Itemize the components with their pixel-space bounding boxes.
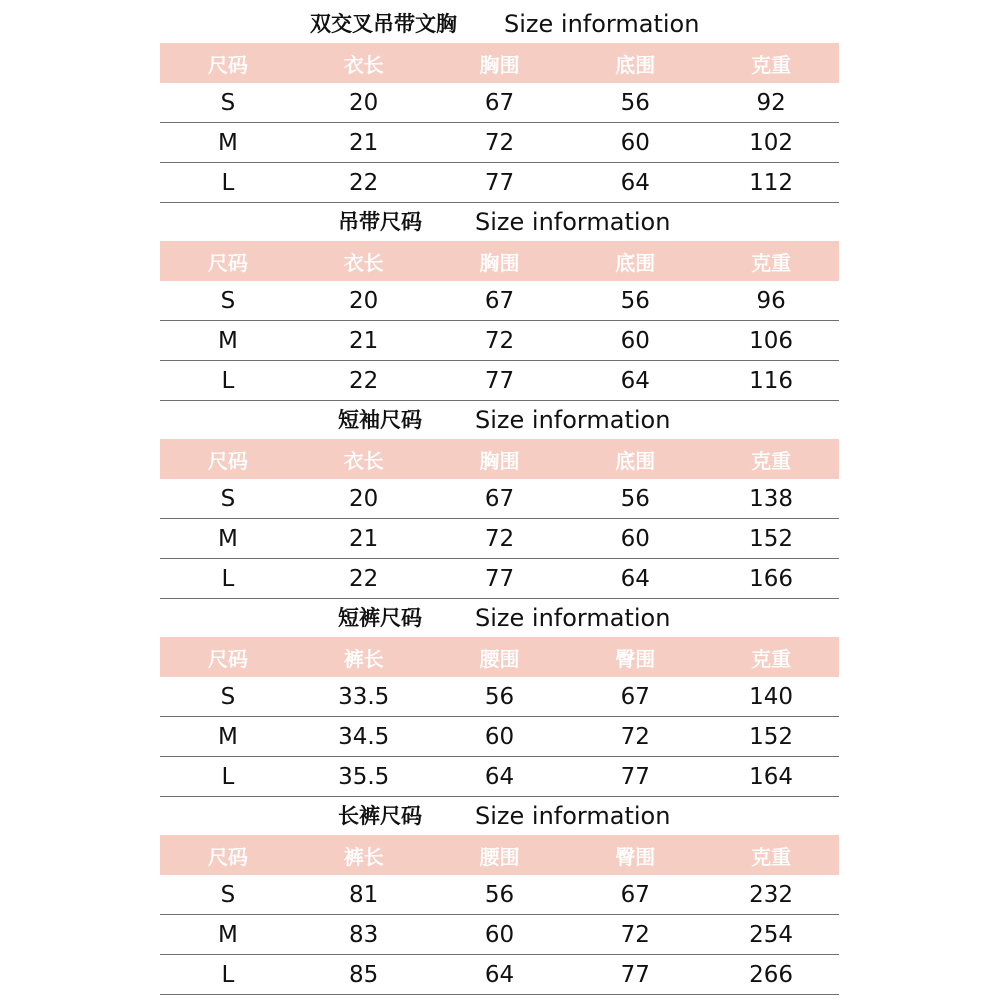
table-cell: M [217,327,238,354]
table-row [160,717,839,757]
table-cell: 64 [620,565,650,592]
table-cell: 254 [749,921,794,948]
table-cell: 56 [620,485,650,512]
section-title-cn: 短裤尺码 [338,606,422,630]
table-cell: 96 [756,287,786,314]
table-cell: 72 [620,921,650,948]
section-title-cn: 双交叉吊带文胸 [310,12,457,36]
section-title [160,401,839,439]
table-row [160,479,839,519]
header-cell: 克重 [751,250,792,275]
header-cell: 尺码 [207,448,248,473]
table-cell: 140 [749,683,794,710]
header-cell: 克重 [751,646,792,671]
table-row [160,321,839,361]
table-cell: M [217,921,238,948]
table-cell: 106 [749,327,794,354]
table-cell: 60 [620,525,650,552]
table-cell: 34.5 [338,723,390,750]
section-title-en: Size information [475,604,671,632]
section-title [160,599,839,637]
table-cell: 152 [749,723,794,750]
header-cell: 衣长 [343,52,384,77]
table-cell: 20 [349,287,379,314]
table-row [160,677,839,717]
section-title-cn: 吊带尺码 [338,210,422,234]
table-cell: 72 [484,129,515,156]
table-cell: 60 [484,723,515,750]
table-cell: 77 [620,961,650,988]
table-cell: 85 [349,961,379,988]
header-cell: 尺码 [207,52,248,77]
table-row [160,163,839,203]
table-cell: 21 [349,525,379,552]
table-cell: 64 [620,169,650,196]
table-cell: 64 [484,961,515,988]
header-cell: 尺码 [207,646,248,671]
table-cell: 22 [349,565,379,592]
section-title-en: Size information [475,208,671,236]
header-cell: 衣长 [343,250,384,275]
table-row [160,519,839,559]
table-cell: 33.5 [338,683,390,710]
header-cell: 克重 [751,52,792,77]
table-cell: 72 [484,327,515,354]
table-cell: 77 [620,763,650,790]
table-cell: 22 [349,169,379,196]
header-cell: 腰围 [479,844,520,869]
table-cell: 164 [749,763,794,790]
table-cell: 60 [620,129,650,156]
table-header-row [160,241,839,281]
size-table-section [160,797,839,995]
table-cell: 22 [349,367,379,394]
section-title [160,203,839,241]
header-cell: 克重 [751,448,792,473]
table-cell: 56 [484,881,515,908]
header-cell: 臀围 [615,646,656,671]
table-cell: 20 [349,485,379,512]
table-cell: M [217,129,238,156]
header-cell: 臀围 [615,844,656,869]
table-cell: 77 [484,565,515,592]
table-row [160,361,839,401]
section-title [160,797,839,835]
table-row [160,757,839,797]
table-cell: S [220,485,236,512]
table-cell: S [220,89,236,116]
header-cell: 裤长 [343,646,384,671]
table-cell: 67 [620,881,650,908]
table-cell: 138 [749,485,794,512]
table-cell: 67 [620,683,650,710]
table-cell: S [220,287,236,314]
table-cell: 56 [484,683,515,710]
table-row [160,83,839,123]
header-cell: 胸围 [479,52,520,77]
table-header-row [160,637,839,677]
header-cell: 底围 [615,250,656,275]
section-title-en: Size information [475,802,671,830]
table-cell: 72 [620,723,650,750]
table-cell: 67 [484,287,515,314]
header-cell: 底围 [615,52,656,77]
section-title [160,5,839,43]
table-cell: 77 [484,367,515,394]
table-cell: L [221,367,235,394]
table-cell: L [221,961,235,988]
table-cell: S [220,881,236,908]
table-cell: 116 [749,367,794,394]
size-table-section [160,401,839,599]
header-cell: 克重 [751,844,792,869]
table-cell: 266 [749,961,794,988]
table-header-row [160,835,839,875]
table-cell: 21 [349,327,379,354]
header-cell: 腰围 [479,646,520,671]
size-table-section [160,5,839,203]
table-cell: L [221,763,235,790]
size-table-section [160,203,839,401]
table-cell: 232 [749,881,794,908]
table-cell: 81 [349,881,379,908]
table-cell: 60 [484,921,515,948]
header-cell: 裤长 [343,844,384,869]
table-cell: 35.5 [338,763,390,790]
section-title-cn: 短袖尺码 [338,408,422,432]
table-cell: 83 [349,921,379,948]
table-cell: S [220,683,236,710]
table-row [160,559,839,599]
table-cell: 152 [749,525,794,552]
table-cell: 20 [349,89,379,116]
section-title-en: Size information [475,406,671,434]
section-title-cn: 长裤尺码 [338,804,422,828]
table-cell: 56 [620,287,650,314]
table-row [160,281,839,321]
table-cell: 67 [484,89,515,116]
table-row [160,915,839,955]
table-cell: 92 [756,89,786,116]
table-cell: 166 [749,565,794,592]
table-row [160,875,839,915]
header-cell: 胸围 [479,448,520,473]
header-cell: 尺码 [207,250,248,275]
header-cell: 胸围 [479,250,520,275]
table-cell: L [221,169,235,196]
table-cell: 77 [484,169,515,196]
size-chart-page [160,5,839,995]
table-cell: L [221,565,235,592]
table-cell: 60 [620,327,650,354]
table-cell: 67 [484,485,515,512]
table-row [160,123,839,163]
size-table-section [160,599,839,797]
header-cell: 衣长 [343,448,384,473]
table-cell: 64 [620,367,650,394]
table-cell: 102 [749,129,794,156]
table-cell: 72 [484,525,515,552]
header-cell: 底围 [615,448,656,473]
table-cell: 64 [484,763,515,790]
table-cell: 21 [349,129,379,156]
table-header-row [160,43,839,83]
table-cell: 112 [749,169,794,196]
table-header-row [160,439,839,479]
header-cell: 尺码 [207,844,248,869]
section-title-en: Size information [504,10,700,38]
table-row [160,955,839,995]
table-cell: M [217,723,238,750]
table-cell: M [217,525,238,552]
table-cell: 56 [620,89,650,116]
